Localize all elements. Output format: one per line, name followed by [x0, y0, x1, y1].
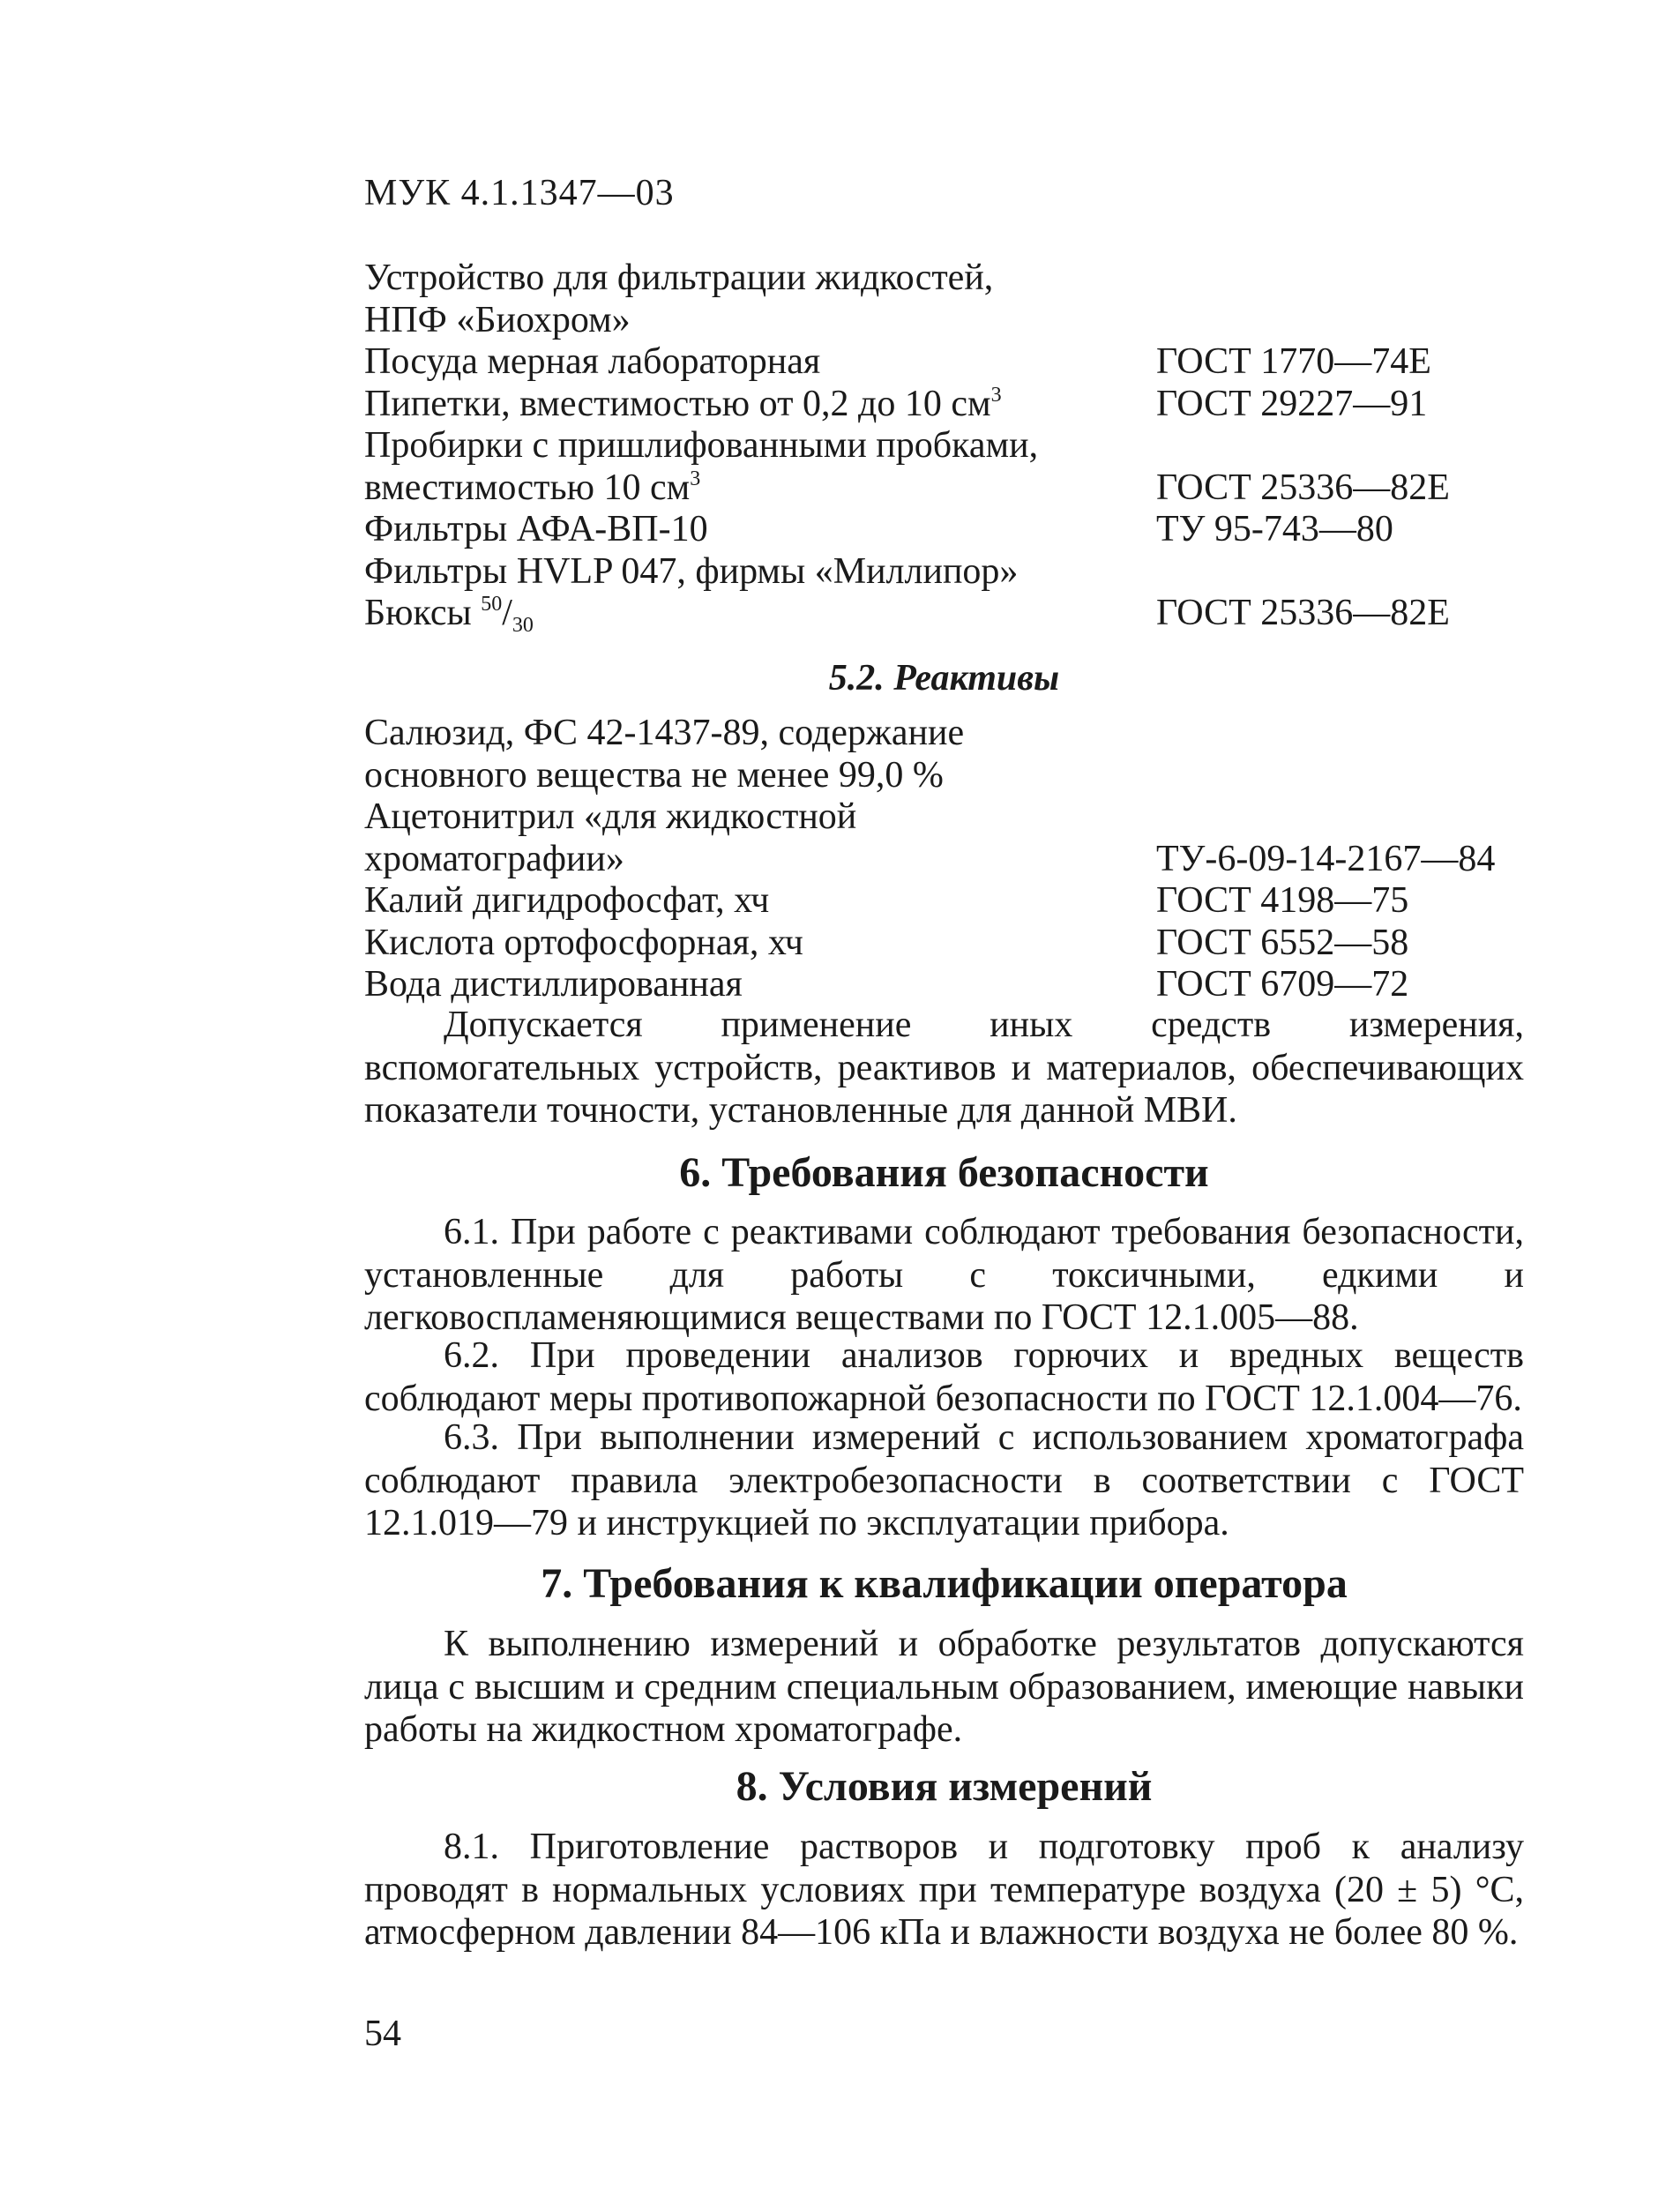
paragraph: 8.1. Приготовление растворов и подготовку проб к анализу проводят в нормальных условиях при температуре воздуха (20 ± 5) °С, атмосферном давлении 84—106 кПа и влажности воздуха не более 80 %.	[364, 1827, 1524, 1953]
paragraph: 6.2. При проведении анализов горючих и вредных веществ соблюдают меры противопожарной безопасности по ГОСТ 12.1.004—76.	[364, 1335, 1524, 1419]
item-standard: ГОСТ 25336—82Е	[1156, 467, 1450, 508]
item-standard: ТУ 95-743—80	[1156, 509, 1393, 549]
list-item	[364, 384, 1511, 426]
fraction-numerator: 50	[481, 593, 503, 616]
fraction-denominator: 30	[512, 614, 534, 637]
item-name: Фильтры АФА-ВП-10	[364, 509, 708, 549]
item-name: Салюзид, ФС 42-1437-89, содержание	[364, 713, 965, 753]
section-heading: 7. Требования к квалификации оператора	[541, 1560, 1348, 1607]
item-standard: ГОСТ 4198—75	[1156, 880, 1409, 921]
allowance-paragraph: Допускается применение иных средств измерения, вспомогательных устройств, реактивов и материалов, обеспечивающих показатели точности, установленные для данной МВИ.	[364, 1005, 1524, 1131]
list-item	[364, 796, 1511, 839]
item-standard: ГОСТ 6709—72	[1156, 964, 1409, 1005]
list-item	[364, 713, 1511, 755]
paragraph: К выполнению измерений и обработке результатов допускаются лица с высшим и средним специальным образованием, имеющие навыки работы на жидкостном хроматографе.	[364, 1624, 1524, 1750]
item-standard: ГОСТ 6552—58	[1156, 922, 1409, 963]
section-heading: 6. Требования безопасности	[679, 1149, 1209, 1196]
item-name: Калий дигидрофосфат, хч	[364, 880, 770, 921]
item-name: Устройство для фильтрации жидкостей,	[364, 258, 994, 298]
paragraph: 6.1. При работе с реактивами соблюдают требования безопасности, установленные для работы с токсичными, едкими и легковоспламеняющимися веществами по ГОСТ 12.1.005—88.	[364, 1212, 1524, 1338]
list-item	[364, 341, 1511, 384]
item-name: вместимостью 10 $см^3$	[364, 467, 701, 508]
list-item	[364, 300, 1511, 342]
running-header: МУК 4.1.1347—03	[364, 173, 675, 213]
item-standard: ГОСТ 25336—82Е	[1156, 593, 1450, 633]
item-name: Посуда мерная лабораторная	[364, 341, 821, 382]
item-name: хроматографии»	[364, 838, 624, 879]
list-item	[364, 880, 1511, 923]
item-name: Бюксы $^{50}/_{30}$	[364, 593, 534, 637]
section-heading: 8. Условия измерений	[736, 1763, 1153, 1810]
superscript: 3	[690, 467, 701, 490]
item-name: НПФ «Биохром»	[364, 299, 631, 340]
item-name: Фильтры HVLP 047, фирмы «Миллипор»	[364, 550, 1019, 592]
item-name: Ацетонитрил «для жидкостной	[364, 796, 857, 837]
equipment-list	[364, 258, 1511, 635]
fraction-slash: /	[502, 593, 512, 633]
list-item	[364, 425, 1511, 467]
superscript: 3	[990, 383, 1002, 407]
item-standard: ГОСТ 29227—91	[1156, 383, 1428, 424]
item-name: Пипетки, вместимостью от 0,2 до 10 $см^3$	[364, 383, 1002, 424]
list-item	[364, 258, 1511, 300]
item-name: Пробирки с пришлифованными пробками,	[364, 425, 1039, 466]
list-item	[364, 509, 1511, 551]
item-standard: ТУ-6-09-14-2167—84	[1156, 838, 1496, 879]
item-name: основного вещества не менее 99,0 %	[364, 754, 944, 796]
page-number: 54	[364, 2014, 401, 2054]
paragraph: 6.3. При выполнении измерений с использованием хроматографа соблюдают правила электробезопасности в соответствии с ГОСТ 12.1.019—79 и инструкцией по эксплуатации прибора.	[364, 1417, 1524, 1543]
list-item	[364, 964, 1511, 1006]
list-item	[364, 923, 1511, 965]
item-name: Вода дистиллированная	[364, 964, 743, 1005]
item-standard: ГОСТ 1770—74Е	[1156, 341, 1431, 382]
list-item	[364, 551, 1511, 594]
reagents-list	[364, 713, 1511, 1006]
list-item	[364, 755, 1511, 797]
list-item	[364, 467, 1511, 510]
item-name: Кислота ортофосфорная, хч	[364, 922, 803, 963]
list-item	[364, 839, 1511, 881]
list-item	[364, 593, 1511, 635]
subsection-heading: 5.2. Реактивы	[828, 658, 1060, 699]
